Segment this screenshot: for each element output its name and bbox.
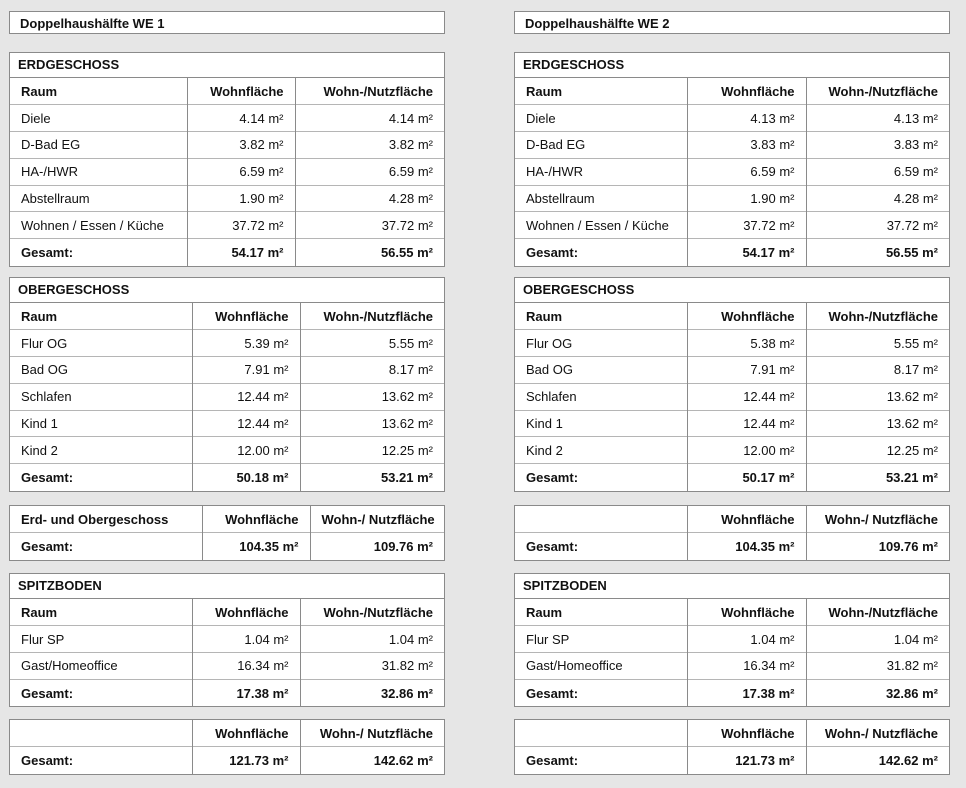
column-header: Wohnfläche xyxy=(192,303,300,330)
column-header: Raum xyxy=(21,83,58,99)
table-row xyxy=(10,437,444,464)
cell-usable-area: 8.17 m² xyxy=(300,357,444,384)
total-living-area: 121.73 m² xyxy=(687,747,806,774)
unit-title: Doppelhaushälfte WE 2 xyxy=(514,11,950,34)
total-usable-area: 32.86 m² xyxy=(300,679,444,706)
total-row xyxy=(10,747,444,774)
column-header: Wohnfläche xyxy=(687,78,806,105)
cell-usable-area: 31.82 m² xyxy=(300,653,444,680)
total-label: Gesamt: xyxy=(515,533,687,560)
column-header: Raum xyxy=(526,604,563,620)
total-label: Gesamt: xyxy=(515,679,687,706)
column-header: Wohn-/Nutzfläche xyxy=(300,599,444,626)
cell-room: Schlafen xyxy=(10,383,192,410)
section-obergeschoss xyxy=(9,277,445,492)
cell-room: Kind 1 xyxy=(515,410,687,437)
room-table xyxy=(515,303,949,491)
summary-table xyxy=(515,506,949,560)
total-usable-area: 53.21 m² xyxy=(806,464,949,491)
table-header-row xyxy=(10,599,444,626)
total-row xyxy=(515,679,949,706)
total-row xyxy=(10,533,444,560)
section-heading: OBERGESCHOSS xyxy=(10,278,444,303)
column-header: Raum xyxy=(526,308,563,324)
total-living-area: 17.38 m² xyxy=(192,679,300,706)
cell-room: Flur OG xyxy=(515,330,687,357)
table-row xyxy=(515,357,949,384)
column-header: Wohnfläche xyxy=(187,78,295,105)
column-header: Wohn-/Nutzfläche xyxy=(295,78,444,105)
total-usable-area: 142.62 m² xyxy=(806,747,949,774)
room-table xyxy=(515,599,949,706)
table-row xyxy=(515,132,949,159)
table-header-row xyxy=(10,506,444,533)
cell-room: D-Bad EG xyxy=(515,132,687,159)
cell-living-area: 7.91 m² xyxy=(687,357,806,384)
table-row xyxy=(515,105,949,132)
summary-table xyxy=(515,720,949,774)
cell-living-area: 16.34 m² xyxy=(192,653,300,680)
table-row xyxy=(10,626,444,653)
column-header: Wohn-/ Nutzfläche xyxy=(806,720,949,747)
cell-room: Wohnen / Essen / Küche xyxy=(10,212,187,239)
cell-usable-area: 13.62 m² xyxy=(806,383,949,410)
cell-room: Kind 1 xyxy=(10,410,192,437)
cell-usable-area: 37.72 m² xyxy=(295,212,444,239)
cell-room: Schlafen xyxy=(515,383,687,410)
cell-living-area: 1.04 m² xyxy=(687,626,806,653)
table-row xyxy=(10,132,444,159)
cell-living-area: 3.82 m² xyxy=(187,132,295,159)
total-usable-area: 142.62 m² xyxy=(300,747,444,774)
section-erd-und-obergeschoss xyxy=(514,505,950,561)
total-row xyxy=(515,747,949,774)
column-header: Wohnfläche xyxy=(202,506,310,533)
cell-usable-area: 3.82 m² xyxy=(295,132,444,159)
table-row xyxy=(515,653,949,680)
section-spitzboden xyxy=(514,573,950,707)
total-usable-area: 56.55 m² xyxy=(295,239,444,266)
section-spitzboden xyxy=(9,573,445,707)
section-heading: OBERGESCHOSS xyxy=(515,278,949,303)
section-heading: SPITZBODEN xyxy=(515,574,949,599)
cell-room: Diele xyxy=(10,105,187,132)
total-row xyxy=(10,464,444,491)
column-header: Wohnfläche xyxy=(687,720,806,747)
cell-living-area: 12.44 m² xyxy=(192,410,300,437)
cell-usable-area: 6.59 m² xyxy=(806,158,949,185)
column-header: Raum xyxy=(526,83,563,99)
cell-living-area: 12.00 m² xyxy=(192,437,300,464)
cell-room: Flur OG xyxy=(10,330,192,357)
room-table xyxy=(10,78,444,266)
cell-living-area: 12.44 m² xyxy=(687,410,806,437)
cell-living-area: 4.14 m² xyxy=(187,105,295,132)
total-usable-area: 56.55 m² xyxy=(806,239,949,266)
column-header xyxy=(515,720,687,747)
total-label: Gesamt: xyxy=(515,239,687,266)
cell-living-area: 5.39 m² xyxy=(192,330,300,357)
cell-living-area: 4.13 m² xyxy=(687,105,806,132)
table-header-row xyxy=(10,303,444,330)
cell-usable-area: 4.28 m² xyxy=(295,185,444,212)
column-header: Wohnfläche xyxy=(687,303,806,330)
column-header xyxy=(515,506,687,533)
cell-usable-area: 13.62 m² xyxy=(300,410,444,437)
cell-usable-area: 8.17 m² xyxy=(806,357,949,384)
total-row xyxy=(515,464,949,491)
table-row xyxy=(10,410,444,437)
total-usable-area: 109.76 m² xyxy=(310,533,444,560)
cell-usable-area: 4.28 m² xyxy=(806,185,949,212)
table-header-row xyxy=(10,720,444,747)
cell-room: Bad OG xyxy=(515,357,687,384)
cell-room: Kind 2 xyxy=(515,437,687,464)
cell-room: Kind 2 xyxy=(10,437,192,464)
table-row xyxy=(515,185,949,212)
cell-usable-area: 13.62 m² xyxy=(300,383,444,410)
table-header-row xyxy=(515,303,949,330)
table-row xyxy=(10,185,444,212)
cell-living-area: 37.72 m² xyxy=(187,212,295,239)
cell-usable-area: 6.59 m² xyxy=(295,158,444,185)
total-usable-area: 109.76 m² xyxy=(806,533,949,560)
total-living-area: 104.35 m² xyxy=(687,533,806,560)
cell-usable-area: 4.14 m² xyxy=(295,105,444,132)
total-usable-area: 53.21 m² xyxy=(300,464,444,491)
table-row xyxy=(10,383,444,410)
cell-room: Diele xyxy=(515,105,687,132)
table-header-row xyxy=(515,599,949,626)
section-erdgeschoss xyxy=(514,52,950,267)
column-header: Wohn-/ Nutzfläche xyxy=(310,506,444,533)
table-row xyxy=(515,330,949,357)
cell-room: Flur SP xyxy=(515,626,687,653)
cell-room: Flur SP xyxy=(10,626,192,653)
room-table xyxy=(515,78,949,266)
cell-living-area: 5.38 m² xyxy=(687,330,806,357)
cell-living-area: 6.59 m² xyxy=(187,158,295,185)
cell-living-area: 16.34 m² xyxy=(687,653,806,680)
column-header xyxy=(10,720,192,747)
cell-room: Gast/Homeoffice xyxy=(10,653,192,680)
cell-usable-area: 12.25 m² xyxy=(806,437,949,464)
total-living-area: 121.73 m² xyxy=(192,747,300,774)
cell-room: Abstellraum xyxy=(10,185,187,212)
cell-usable-area: 4.13 m² xyxy=(806,105,949,132)
table-row xyxy=(10,653,444,680)
table-row xyxy=(10,105,444,132)
total-label: Gesamt: xyxy=(515,464,687,491)
table-header-row xyxy=(515,506,949,533)
cell-room: Gast/Homeoffice xyxy=(515,653,687,680)
total-row xyxy=(10,679,444,706)
total-living-area: 54.17 m² xyxy=(687,239,806,266)
cell-living-area: 12.00 m² xyxy=(687,437,806,464)
cell-living-area: 12.44 m² xyxy=(687,383,806,410)
cell-usable-area: 5.55 m² xyxy=(300,330,444,357)
total-row xyxy=(515,533,949,560)
table-row xyxy=(515,626,949,653)
cell-usable-area: 13.62 m² xyxy=(806,410,949,437)
table-header-row xyxy=(10,78,444,105)
total-living-area: 17.38 m² xyxy=(687,679,806,706)
cell-living-area: 1.04 m² xyxy=(192,626,300,653)
section-heading: ERDGESCHOSS xyxy=(10,53,444,78)
column-header: Erd- und Obergeschoss xyxy=(21,511,169,527)
cell-usable-area: 5.55 m² xyxy=(806,330,949,357)
column-header: Wohnfläche xyxy=(687,506,806,533)
section-obergeschoss xyxy=(514,277,950,492)
total-label: Gesamt: xyxy=(515,747,687,774)
cell-room: D-Bad EG xyxy=(10,132,187,159)
room-table xyxy=(10,599,444,706)
cell-living-area: 1.90 m² xyxy=(187,185,295,212)
section-erdgeschoss xyxy=(9,52,445,267)
column-header: Wohn-/Nutzfläche xyxy=(806,599,949,626)
table-row xyxy=(10,212,444,239)
column-header: Wohnfläche xyxy=(687,599,806,626)
cell-room: HA-/HWR xyxy=(515,158,687,185)
total-living-area: 50.17 m² xyxy=(687,464,806,491)
table-row xyxy=(515,410,949,437)
column-header: Raum xyxy=(21,604,58,620)
table-row xyxy=(515,212,949,239)
total-label: Gesamt: xyxy=(10,464,192,491)
section-heading: ERDGESCHOSS xyxy=(515,53,949,78)
column-header: Wohn-/Nutzfläche xyxy=(806,78,949,105)
cell-usable-area: 1.04 m² xyxy=(806,626,949,653)
total-label: Gesamt: xyxy=(10,239,187,266)
cell-living-area: 12.44 m² xyxy=(192,383,300,410)
total-row xyxy=(515,239,949,266)
cell-room: HA-/HWR xyxy=(10,158,187,185)
column-header: Wohn-/ Nutzfläche xyxy=(300,720,444,747)
cell-room: Wohnen / Essen / Küche xyxy=(515,212,687,239)
column-header: Wohnfläche xyxy=(192,720,300,747)
table-row xyxy=(10,330,444,357)
cell-room: Abstellraum xyxy=(515,185,687,212)
column-header: Wohn-/Nutzfläche xyxy=(806,303,949,330)
summary-table xyxy=(10,720,444,774)
cell-room: Bad OG xyxy=(10,357,192,384)
table-header-row xyxy=(515,720,949,747)
unit-title: Doppelhaushälfte WE 1 xyxy=(9,11,445,34)
total-living-area: 54.17 m² xyxy=(187,239,295,266)
total-usable-area: 32.86 m² xyxy=(806,679,949,706)
cell-usable-area: 3.83 m² xyxy=(806,132,949,159)
room-table xyxy=(10,303,444,491)
column-header: Raum xyxy=(21,308,58,324)
cell-living-area: 3.83 m² xyxy=(687,132,806,159)
cell-usable-area: 37.72 m² xyxy=(806,212,949,239)
table-row xyxy=(10,357,444,384)
summary-table xyxy=(10,506,444,560)
column-header: Wohnfläche xyxy=(192,599,300,626)
column-header: Wohn-/Nutzfläche xyxy=(300,303,444,330)
table-row xyxy=(515,383,949,410)
cell-usable-area: 12.25 m² xyxy=(300,437,444,464)
total-living-area: 104.35 m² xyxy=(202,533,310,560)
total-living-area: 50.18 m² xyxy=(192,464,300,491)
table-row xyxy=(515,158,949,185)
table-row xyxy=(515,437,949,464)
total-row xyxy=(10,239,444,266)
total-label: Gesamt: xyxy=(10,747,192,774)
cell-living-area: 7.91 m² xyxy=(192,357,300,384)
table-header-row xyxy=(515,78,949,105)
total-label: Gesamt: xyxy=(10,679,192,706)
cell-living-area: 37.72 m² xyxy=(687,212,806,239)
cell-living-area: 6.59 m² xyxy=(687,158,806,185)
cell-usable-area: 1.04 m² xyxy=(300,626,444,653)
section-gesamt xyxy=(9,719,445,775)
section-heading: SPITZBODEN xyxy=(10,574,444,599)
cell-living-area: 1.90 m² xyxy=(687,185,806,212)
column-header: Wohn-/ Nutzfläche xyxy=(806,506,949,533)
total-label: Gesamt: xyxy=(10,533,202,560)
cell-usable-area: 31.82 m² xyxy=(806,653,949,680)
table-row xyxy=(10,158,444,185)
section-gesamt xyxy=(514,719,950,775)
section-erd-und-obergeschoss xyxy=(9,505,445,561)
